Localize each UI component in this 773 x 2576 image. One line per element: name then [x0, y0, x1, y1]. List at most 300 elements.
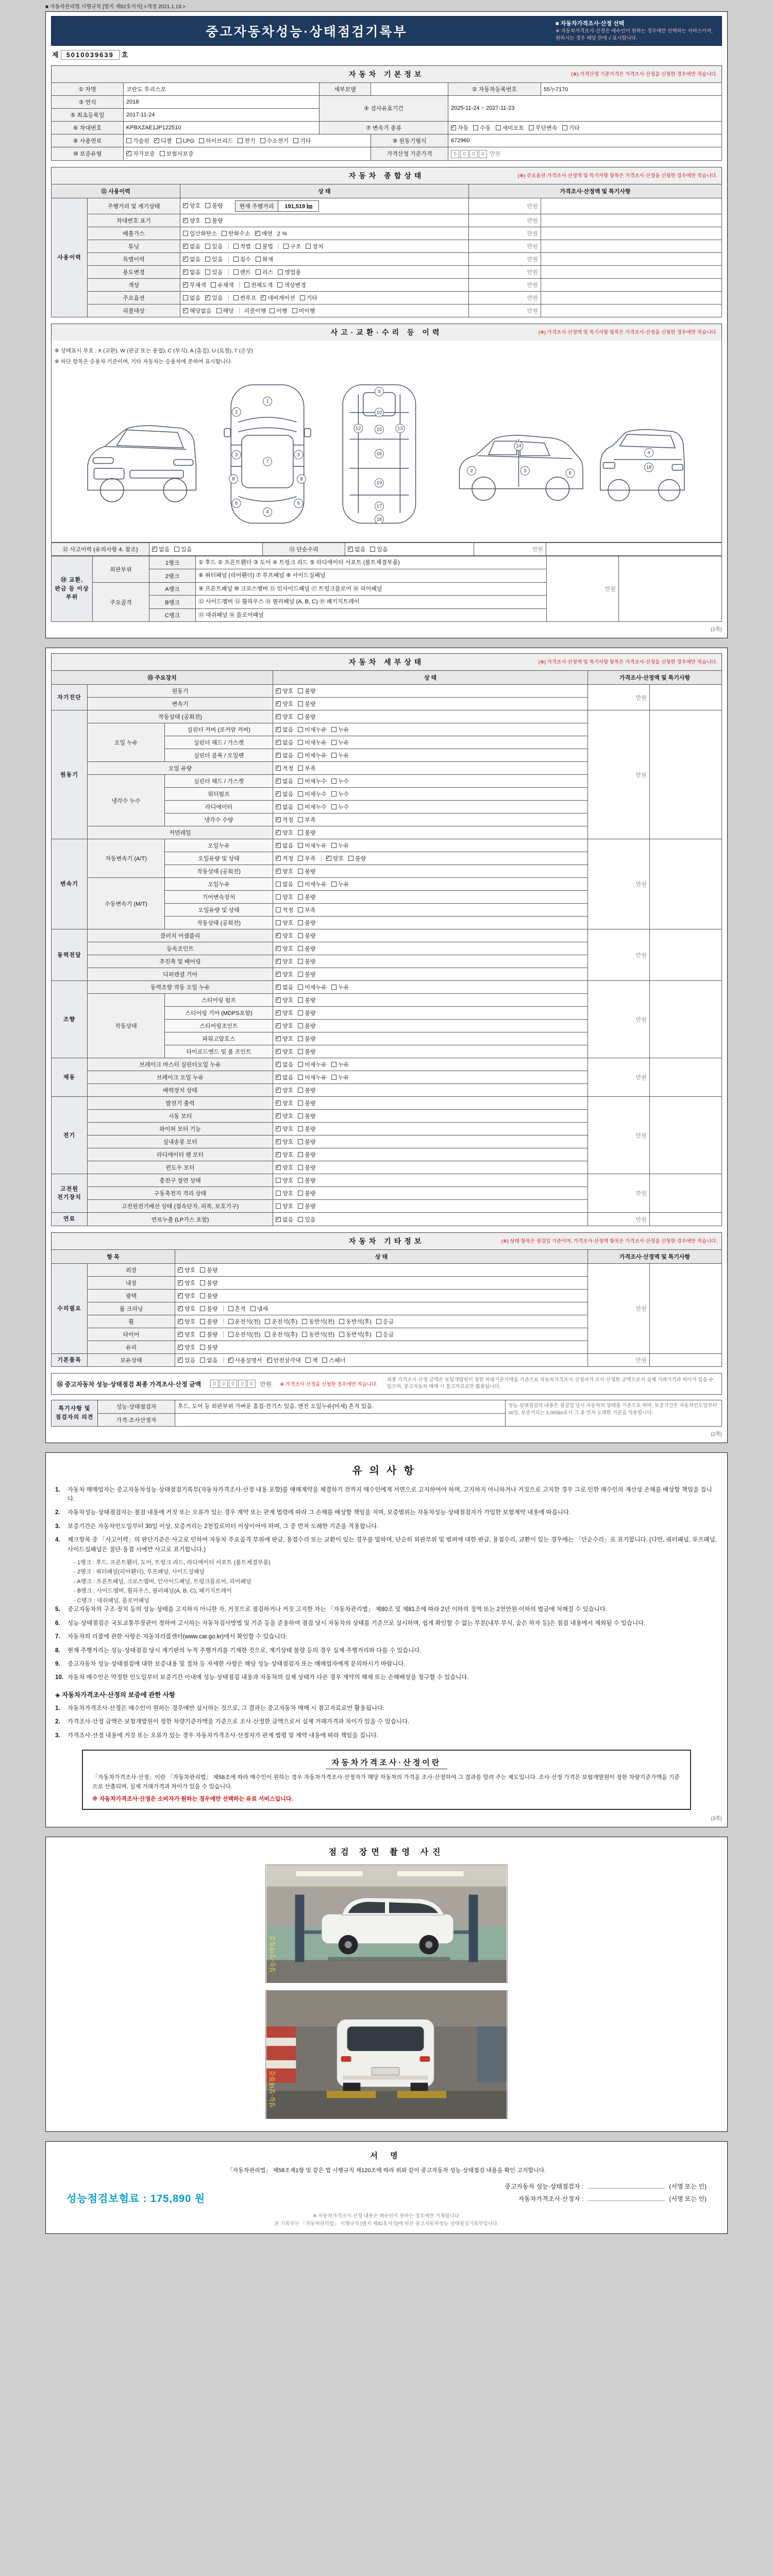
checkbox-option[interactable] — [200, 1279, 217, 1287]
checkbox[interactable] — [205, 295, 210, 300]
price-digit-box[interactable]: 0 — [229, 1380, 237, 1388]
checkbox-option[interactable] — [178, 1317, 195, 1326]
checkbox-option[interactable] — [233, 268, 251, 276]
checkbox-option[interactable] — [276, 803, 293, 811]
checkbox-option[interactable] — [250, 1304, 268, 1313]
checkbox[interactable] — [370, 547, 375, 552]
checkbox[interactable] — [260, 138, 265, 143]
checkbox-option[interactable] — [228, 1304, 246, 1313]
checkbox-option[interactable] — [276, 983, 293, 991]
checkbox-option[interactable] — [178, 1279, 195, 1287]
checkbox-option[interactable] — [276, 687, 293, 695]
checkbox[interactable] — [178, 1345, 183, 1350]
checkbox[interactable] — [276, 1204, 281, 1209]
checkbox-option[interactable] — [276, 1163, 293, 1172]
checkbox[interactable] — [298, 869, 303, 874]
checkbox[interactable] — [200, 1332, 205, 1337]
checkbox-option[interactable] — [276, 1176, 293, 1184]
checkbox[interactable] — [298, 1113, 303, 1118]
checkbox[interactable] — [183, 218, 188, 223]
checkbox[interactable] — [255, 231, 260, 236]
checkbox[interactable] — [276, 1113, 281, 1118]
checkbox-option[interactable] — [276, 1138, 293, 1146]
price-amount-cell[interactable]: 만원 — [469, 291, 541, 304]
checkbox-option[interactable] — [298, 1215, 315, 1224]
checkbox[interactable] — [293, 138, 298, 143]
checkbox-option[interactable] — [178, 1356, 195, 1364]
inspector-sign-line[interactable] — [205, 2180, 707, 2193]
checkbox-option[interactable] — [298, 700, 315, 708]
checkbox-option[interactable] — [298, 738, 327, 747]
checkbox[interactable] — [276, 1049, 281, 1054]
checkbox[interactable] — [276, 946, 281, 951]
checkbox[interactable] — [278, 269, 283, 275]
checkbox-option[interactable] — [255, 229, 273, 238]
checkbox[interactable] — [298, 959, 303, 964]
checkbox[interactable] — [283, 244, 289, 249]
checkbox[interactable] — [228, 1332, 233, 1337]
checkbox-option[interactable] — [298, 687, 315, 695]
checkbox-option[interactable] — [265, 1330, 297, 1338]
checkbox-option[interactable] — [331, 751, 349, 759]
checkbox[interactable] — [331, 1062, 337, 1067]
checkbox[interactable] — [339, 1319, 344, 1324]
checkbox[interactable] — [276, 1088, 281, 1093]
checkbox-option[interactable] — [200, 1356, 217, 1364]
inspection-photo-lift-side[interactable] — [265, 1865, 508, 1983]
price-digit-box[interactable]: 0 — [238, 1380, 246, 1388]
checkbox-option[interactable] — [205, 294, 223, 302]
checkbox[interactable] — [276, 817, 281, 822]
checkbox-option[interactable] — [276, 1112, 293, 1120]
checkbox-option[interactable] — [276, 1035, 293, 1043]
checkbox[interactable] — [376, 1319, 381, 1324]
checkbox-option[interactable] — [331, 1060, 349, 1069]
checkbox[interactable] — [276, 791, 281, 796]
checkbox-option[interactable] — [451, 124, 468, 132]
checkbox[interactable] — [298, 1010, 303, 1015]
checkbox-option[interactable] — [298, 1009, 315, 1017]
checkbox[interactable] — [298, 1062, 303, 1067]
checkbox[interactable] — [222, 231, 227, 236]
checkbox-option[interactable] — [276, 996, 293, 1004]
checkbox[interactable] — [205, 244, 210, 249]
checkbox[interactable] — [276, 727, 281, 732]
checkbox[interactable] — [331, 778, 337, 784]
price-amount-cell[interactable]: 만원 — [547, 556, 619, 622]
checkbox[interactable] — [277, 282, 282, 287]
checkbox[interactable] — [233, 257, 239, 262]
checkbox-option[interactable] — [278, 268, 301, 276]
checkbox[interactable] — [348, 856, 354, 861]
checkbox-option[interactable] — [298, 931, 315, 940]
checkbox-option[interactable] — [228, 1330, 261, 1338]
price-digit-box[interactable]: 0 — [210, 1380, 219, 1388]
checkbox-option[interactable] — [298, 1047, 315, 1056]
price-digit-box[interactable]: 0 — [460, 150, 468, 158]
checkbox[interactable] — [256, 269, 261, 275]
checkbox[interactable] — [276, 997, 281, 1003]
checkbox-option[interactable] — [331, 880, 349, 888]
checkbox[interactable] — [302, 1332, 307, 1337]
checkbox-option[interactable] — [298, 919, 315, 927]
checkbox[interactable] — [276, 830, 281, 835]
checkbox-option[interactable] — [160, 149, 194, 158]
checkbox-option[interactable] — [183, 242, 200, 250]
checkbox[interactable] — [298, 1036, 303, 1041]
checkbox[interactable] — [183, 244, 188, 249]
checkbox[interactable] — [562, 125, 567, 130]
checkbox-option[interactable] — [298, 996, 315, 1004]
checkbox-option[interactable] — [302, 1317, 334, 1326]
checkbox[interactable] — [298, 1049, 303, 1054]
inspector-comment[interactable]: 후드, 도어 등 외판부위 가벼운 흠집·잔기스 있음. 엔진 오일누유(미세) 흔적 있음. — [175, 1400, 506, 1414]
checkbox-option[interactable] — [154, 137, 172, 145]
checkbox[interactable] — [376, 1332, 381, 1337]
checkbox[interactable] — [331, 791, 337, 796]
checkbox-option[interactable] — [298, 1073, 327, 1081]
checkbox-option[interactable] — [267, 1356, 301, 1364]
checkbox[interactable] — [302, 1319, 307, 1324]
appraiser-comment[interactable] — [175, 1413, 506, 1426]
checkbox[interactable] — [451, 125, 456, 130]
checkbox-option[interactable] — [276, 725, 293, 734]
checkbox-option[interactable] — [298, 777, 327, 785]
checkbox[interactable] — [298, 882, 303, 887]
checkbox[interactable] — [292, 308, 297, 313]
checkbox[interactable] — [339, 1332, 344, 1337]
checkbox-option[interactable] — [276, 1086, 293, 1094]
checkbox-option[interactable] — [183, 255, 200, 263]
checkbox-option[interactable] — [276, 880, 293, 888]
final-price-digit-boxes[interactable] — [210, 1380, 257, 1388]
checkbox-option[interactable] — [276, 1150, 293, 1159]
checkbox[interactable] — [183, 231, 188, 236]
price-amount-cell[interactable]: 만원 — [587, 1097, 649, 1174]
checkbox-option[interactable] — [276, 1009, 293, 1017]
car-body-diagram[interactable] — [54, 366, 719, 536]
checkbox[interactable] — [276, 1023, 281, 1028]
checkbox[interactable] — [178, 1280, 183, 1285]
checkbox-option[interactable] — [205, 201, 223, 210]
checkbox-option[interactable] — [298, 983, 327, 991]
checkbox[interactable] — [276, 766, 281, 771]
checkbox-option[interactable] — [205, 216, 223, 225]
price-amount-cell[interactable]: 만원 — [587, 839, 649, 929]
checkbox-option[interactable] — [376, 1317, 394, 1326]
price-amount-cell[interactable]: 만원 — [469, 214, 541, 227]
checkbox[interactable] — [298, 843, 303, 848]
checkbox[interactable] — [183, 269, 188, 275]
checkbox-option[interactable] — [233, 294, 257, 302]
checkbox-option[interactable] — [276, 854, 293, 862]
checkbox[interactable] — [298, 791, 303, 796]
checkbox-option[interactable] — [260, 137, 289, 145]
checkbox-option[interactable] — [200, 1304, 217, 1313]
checkbox-option[interactable] — [331, 790, 349, 798]
checkbox-option[interactable] — [298, 1163, 315, 1172]
checkbox[interactable] — [200, 1306, 205, 1311]
checkbox-option[interactable] — [276, 738, 293, 747]
checkbox[interactable] — [331, 804, 337, 809]
checkbox-option[interactable] — [228, 1356, 262, 1364]
checkbox-option[interactable] — [205, 268, 223, 276]
appraiser-signature-blank[interactable] — [587, 2200, 665, 2201]
checkbox[interactable] — [298, 894, 303, 900]
checkbox-option[interactable] — [276, 867, 293, 875]
checkbox[interactable] — [205, 269, 210, 275]
checkbox-option[interactable] — [238, 137, 255, 145]
price-amount-cell[interactable]: 만원 — [587, 1174, 649, 1213]
checkbox[interactable] — [178, 1293, 183, 1298]
checkbox[interactable] — [199, 138, 204, 143]
checkbox[interactable] — [216, 308, 222, 313]
checkbox-option[interactable] — [276, 790, 293, 798]
checkbox[interactable] — [331, 985, 337, 990]
checkbox-option[interactable] — [298, 841, 327, 850]
price-amount-cell[interactable]: 만원 — [469, 227, 541, 240]
price-amount-cell[interactable]: 만원 — [587, 1213, 649, 1226]
checkbox[interactable] — [276, 1165, 281, 1170]
checkbox-option[interactable] — [256, 268, 273, 276]
inspector-signature-blank[interactable] — [587, 2188, 665, 2189]
checkbox[interactable] — [298, 830, 303, 835]
checkbox[interactable] — [276, 1191, 281, 1196]
checkbox[interactable] — [265, 1332, 270, 1337]
checkbox[interactable] — [331, 727, 337, 732]
checkbox[interactable] — [152, 547, 157, 552]
price-digit-box[interactable]: 0 — [451, 150, 459, 158]
checkbox-option[interactable] — [326, 854, 344, 862]
checkbox[interactable] — [276, 894, 281, 900]
checkbox[interactable] — [276, 778, 281, 784]
checkbox-option[interactable] — [152, 545, 170, 553]
checkbox-option[interactable] — [126, 137, 149, 145]
checkbox-option[interactable] — [183, 216, 200, 225]
checkbox[interactable] — [276, 714, 281, 719]
checkbox[interactable] — [298, 1217, 303, 1222]
checkbox[interactable] — [276, 1010, 281, 1015]
checkbox-option[interactable] — [200, 1292, 217, 1300]
checkbox-option[interactable] — [256, 255, 273, 263]
checkbox[interactable] — [276, 972, 281, 977]
checkbox-option[interactable] — [298, 725, 327, 734]
checkbox[interactable] — [298, 972, 303, 977]
checkbox-option[interactable] — [276, 1060, 293, 1069]
price-amount-cell[interactable]: 만원 — [474, 543, 546, 555]
checkbox[interactable] — [306, 244, 311, 249]
checkbox[interactable] — [298, 997, 303, 1003]
checkbox[interactable] — [205, 203, 210, 208]
checkbox[interactable] — [178, 1267, 183, 1273]
checkbox[interactable] — [298, 985, 303, 990]
checkbox[interactable] — [211, 282, 216, 287]
checkbox-option[interactable] — [276, 906, 293, 914]
checkbox-option[interactable] — [298, 893, 315, 901]
checkbox[interactable] — [298, 1126, 303, 1131]
checkbox-option[interactable] — [276, 713, 293, 721]
checkbox[interactable] — [276, 856, 281, 861]
checkbox-option[interactable] — [300, 294, 317, 302]
checkbox[interactable] — [276, 1075, 281, 1080]
checkbox[interactable] — [160, 151, 165, 156]
checkbox-option[interactable] — [298, 1138, 315, 1146]
checkbox-option[interactable] — [298, 1202, 315, 1210]
checkbox-option[interactable] — [200, 1343, 217, 1351]
price-digit-box[interactable]: 0 — [479, 150, 487, 158]
checkbox[interactable] — [176, 138, 181, 143]
checkbox-option[interactable] — [348, 854, 366, 862]
price-survey-select[interactable] — [556, 20, 715, 42]
checkbox-option[interactable] — [276, 1189, 293, 1197]
checkbox-option[interactable] — [276, 764, 293, 772]
checkbox-option[interactable] — [306, 242, 323, 250]
checkbox[interactable] — [200, 1267, 205, 1273]
checkbox-option[interactable] — [298, 880, 327, 888]
checkbox-option[interactable] — [298, 1189, 315, 1197]
checkbox-option[interactable] — [276, 751, 293, 759]
checkbox[interactable] — [298, 727, 303, 732]
checkbox-option[interactable] — [339, 1330, 372, 1338]
checkbox-option[interactable] — [276, 919, 293, 927]
checkbox-option[interactable] — [200, 1330, 217, 1338]
checkbox[interactable] — [228, 1319, 233, 1324]
checkbox-option[interactable] — [276, 957, 293, 965]
checkbox-option[interactable] — [298, 1060, 327, 1069]
price-amount-cell[interactable]: 만원 — [587, 929, 649, 981]
checkbox[interactable] — [298, 1100, 303, 1106]
checkbox[interactable] — [298, 1075, 303, 1080]
checkbox[interactable] — [276, 753, 281, 758]
checkbox[interactable] — [126, 138, 131, 143]
checkbox[interactable] — [298, 920, 303, 925]
checkbox[interactable] — [276, 1100, 281, 1106]
checkbox[interactable] — [298, 1088, 303, 1093]
checkbox-option[interactable] — [276, 1202, 293, 1210]
checkbox[interactable] — [178, 1319, 183, 1324]
checkbox-option[interactable] — [298, 957, 315, 965]
checkbox-option[interactable] — [298, 970, 315, 978]
checkbox-option[interactable] — [183, 281, 206, 289]
checkbox[interactable] — [183, 295, 188, 300]
checkbox-option[interactable] — [183, 201, 200, 210]
checkbox[interactable] — [233, 295, 239, 300]
checkbox-option[interactable] — [298, 790, 327, 798]
checkbox[interactable] — [183, 308, 188, 313]
checkbox[interactable] — [298, 817, 303, 822]
checkbox[interactable] — [276, 688, 281, 693]
checkbox-option[interactable] — [298, 828, 315, 837]
checkbox-option[interactable] — [174, 545, 192, 553]
checkbox[interactable] — [276, 804, 281, 809]
checkbox[interactable] — [298, 688, 303, 693]
checkbox-option[interactable] — [298, 764, 315, 772]
checkbox-option[interactable] — [331, 725, 349, 734]
checkbox[interactable] — [233, 269, 239, 275]
checkbox[interactable] — [298, 766, 303, 771]
checkbox[interactable] — [298, 701, 303, 706]
checkbox-option[interactable] — [529, 124, 558, 132]
checkbox[interactable] — [298, 907, 303, 912]
checkbox[interactable] — [298, 1152, 303, 1157]
checkbox-option[interactable] — [298, 854, 315, 862]
checkbox[interactable] — [276, 740, 281, 745]
checkbox-option[interactable] — [298, 1022, 315, 1030]
checkbox[interactable] — [298, 804, 303, 809]
checkbox-option[interactable] — [200, 1317, 217, 1326]
checkbox-option[interactable] — [276, 828, 293, 837]
checkbox[interactable] — [331, 882, 337, 887]
checkbox[interactable] — [183, 257, 188, 262]
checkbox-option[interactable] — [276, 777, 293, 785]
checkbox-option[interactable] — [370, 545, 388, 553]
checkbox[interactable] — [298, 753, 303, 758]
checkbox-option[interactable] — [178, 1330, 195, 1338]
checkbox-option[interactable] — [265, 1317, 297, 1326]
checkbox[interactable] — [300, 295, 305, 300]
checkbox[interactable] — [200, 1293, 205, 1298]
checkbox-option[interactable] — [298, 906, 315, 914]
checkbox-option[interactable] — [562, 124, 580, 132]
checkbox[interactable] — [228, 1306, 233, 1311]
checkbox-option[interactable] — [216, 307, 234, 315]
checkbox[interactable] — [298, 946, 303, 951]
checkbox-option[interactable] — [283, 242, 301, 250]
checkbox[interactable] — [276, 907, 281, 912]
checkbox[interactable] — [178, 1306, 183, 1311]
checkbox-option[interactable] — [276, 931, 293, 940]
checkbox-option[interactable] — [183, 294, 200, 302]
checkbox[interactable] — [276, 985, 281, 990]
checkbox-option[interactable] — [183, 307, 212, 315]
checkbox[interactable] — [331, 740, 337, 745]
checkbox[interactable] — [174, 547, 179, 552]
checkbox[interactable] — [322, 1358, 327, 1363]
price-amount-cell[interactable]: 만원 — [469, 240, 541, 252]
inspection-photo-lift-rear[interactable] — [265, 1990, 508, 2119]
checkbox[interactable] — [178, 1332, 183, 1337]
checkbox[interactable] — [298, 1165, 303, 1170]
checkbox-option[interactable] — [276, 816, 293, 824]
price-amount-cell[interactable]: 만원 — [587, 685, 649, 710]
checkbox-option[interactable] — [298, 1125, 315, 1133]
price-amount-cell[interactable]: 만원 — [587, 710, 649, 839]
checkbox-option[interactable] — [276, 1125, 293, 1133]
price-amount-cell[interactable]: 만원 — [469, 252, 541, 265]
checkbox[interactable] — [298, 1178, 303, 1183]
checkbox-option[interactable] — [270, 307, 287, 315]
checkbox-option[interactable] — [256, 242, 273, 250]
checkbox[interactable] — [178, 1358, 183, 1363]
checkbox-option[interactable] — [331, 803, 349, 811]
checkbox-option[interactable] — [126, 149, 155, 158]
checkbox-option[interactable] — [276, 970, 293, 978]
price-digit-box[interactable]: 0 — [220, 1380, 228, 1388]
checkbox[interactable] — [238, 138, 243, 143]
price-amount-cell[interactable]: 만원 — [587, 1353, 649, 1367]
checkbox-option[interactable] — [302, 1330, 334, 1338]
checkbox[interactable] — [298, 1204, 303, 1209]
checkbox-option[interactable] — [276, 893, 293, 901]
checkbox[interactable] — [496, 125, 501, 130]
checkbox-option[interactable] — [183, 229, 217, 238]
checkbox-option[interactable] — [233, 242, 251, 250]
checkbox-option[interactable] — [176, 138, 194, 144]
checkbox[interactable] — [267, 1358, 272, 1363]
checkbox-option[interactable] — [276, 1022, 293, 1030]
checkbox[interactable] — [298, 1023, 303, 1028]
checkbox-option[interactable] — [205, 255, 223, 263]
